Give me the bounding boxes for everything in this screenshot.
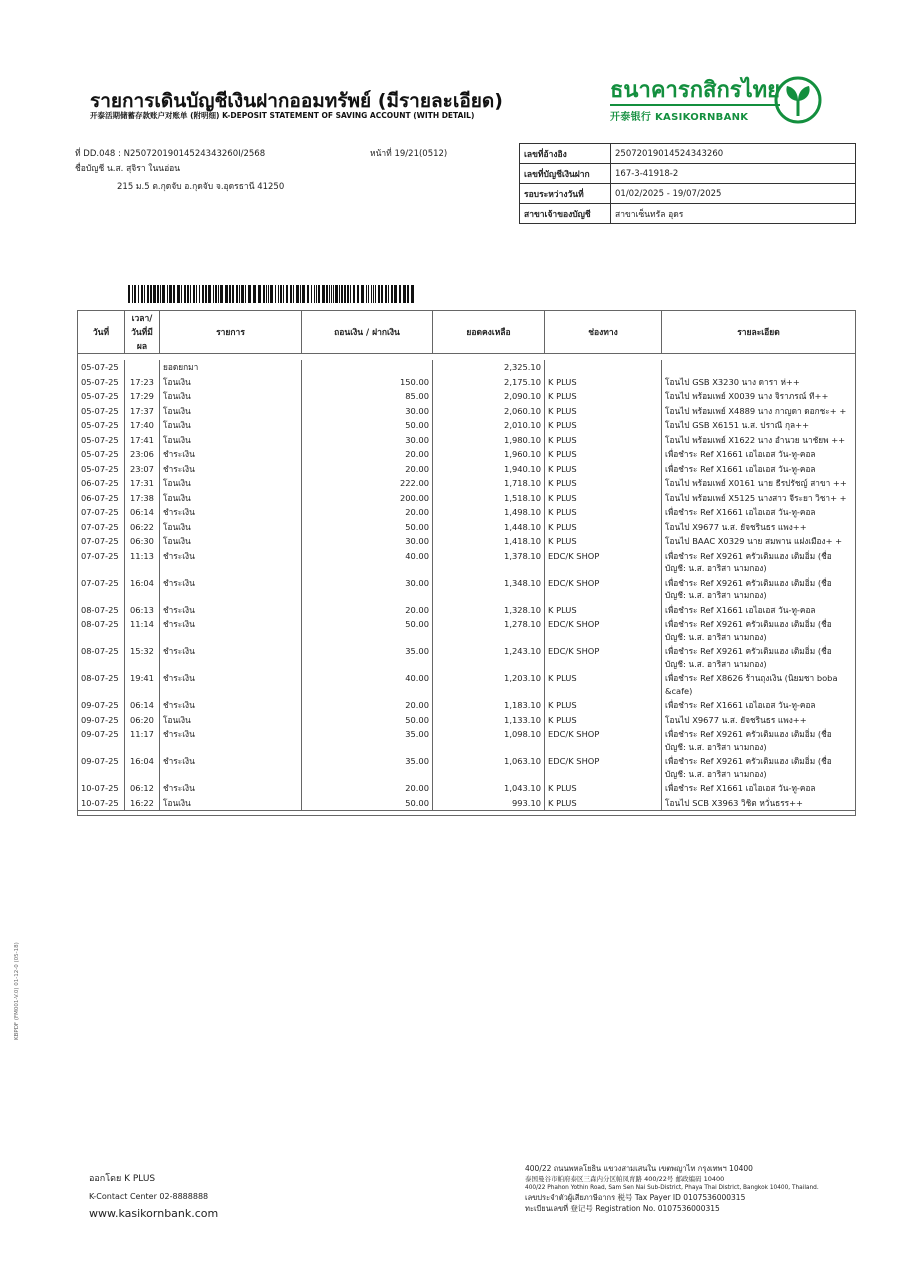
issued-by: ออกโดย K PLUS	[89, 1174, 156, 1184]
row-channel: K PLUS	[545, 476, 662, 491]
row-detail: โอนไป พร้อมเพย์ X0039 นาง จิราภรณ์ ที++	[662, 389, 856, 404]
row-description: โอนเงิน	[160, 520, 302, 535]
row-detail: โอนไป GSB X6151 น.ส. ปราณี กุล++	[662, 418, 856, 433]
row-time: 06:14	[125, 698, 160, 713]
row-detail: เพื่อชำระ Ref X9261 ครัวเติมแฮง เติมอิ่ม (ชื่อ บัญชี: น.ส. อาริสา นามกอง)	[662, 727, 856, 754]
row-detail: เพื่อชำระ Ref X1661 เอไอเอส วัน-ทู-คอล	[662, 603, 856, 618]
form-code: KBPDF (FM001-V.0) 01-12-0 (05-18)	[14, 942, 20, 1040]
table-row	[78, 576, 856, 603]
row-date: 05-07-25	[78, 447, 125, 462]
info-value: สาขาเซ็นทรัล อุดร	[611, 204, 856, 224]
row-channel: K PLUS	[545, 433, 662, 448]
row-date: 08-07-25	[78, 617, 125, 644]
row-detail: เพื่อชำระ Ref X1661 เอไอเอส วัน-ทู-คอล	[662, 698, 856, 713]
info-row	[520, 184, 856, 204]
col-header-balance: ยอดคงเหลือ	[433, 311, 545, 354]
row-time: 17:41	[125, 433, 160, 448]
row-description: โอนเงิน	[160, 713, 302, 728]
row-amount: 30.00	[302, 576, 433, 603]
address-line: 400/22 ถนนพหลโยธิน แขวงสามเสนใน เขตพญาไท กรุงเทพฯ 10400	[525, 1164, 753, 1173]
table-row	[78, 404, 856, 419]
row-amount: 20.00	[302, 698, 433, 713]
row-balance: 1,418.10	[433, 534, 545, 549]
row-balance: 1,278.10	[433, 617, 545, 644]
row-date: 05-07-25	[78, 433, 125, 448]
registration-number: ทะเบียนเลขที่ 登记号 Registration No. 0107536000315	[525, 1204, 720, 1213]
row-time: 23:06	[125, 447, 160, 462]
row-balance: 1,098.10	[433, 727, 545, 754]
table-row	[78, 491, 856, 506]
row-detail: เพื่อชำระ Ref X9261 ครัวเติมแฮง เติมอิ่ม (ชื่อ บัญชี: น.ส. อาริสา นามกอง)	[662, 644, 856, 671]
row-balance: 1,133.10	[433, 713, 545, 728]
row-detail: โอนไป พร้อมเพย์ X4889 นาง กาญดา ดอกชะ+ +	[662, 404, 856, 419]
address-line: 泰国曼谷市帕府泰区三森内分区帕凤育路 400/22号 邮政编码 10400	[525, 1175, 725, 1183]
row-amount: 50.00	[302, 520, 433, 535]
table-row	[78, 698, 856, 713]
table-row	[78, 754, 856, 781]
row-date: 07-07-25	[78, 534, 125, 549]
row-balance: 1,518.10	[433, 491, 545, 506]
row-date: 10-07-25	[78, 796, 125, 811]
row-channel: K PLUS	[545, 603, 662, 618]
row-date: 09-07-25	[78, 713, 125, 728]
row-date: 09-07-25	[78, 698, 125, 713]
row-time: 15:32	[125, 644, 160, 671]
account-info-table	[519, 143, 856, 224]
table-row	[78, 617, 856, 644]
row-time: 19:41	[125, 671, 160, 698]
row-channel: EDC/K SHOP	[545, 644, 662, 671]
col-header-date: วันที่	[78, 311, 125, 354]
row-time: 06:22	[125, 520, 160, 535]
row-description: ชำระเงิน	[160, 698, 302, 713]
row-channel: K PLUS	[545, 404, 662, 419]
row-date: 10-07-25	[78, 781, 125, 796]
row-time: 11:17	[125, 727, 160, 754]
info-value: 01/02/2025 - 19/07/2025	[611, 184, 856, 204]
row-channel: K PLUS	[545, 671, 662, 698]
row-detail: เพื่อชำระ Ref X8626 ร้านถุงเงิน (นิยมชา boba &cafe)	[662, 671, 856, 698]
row-balance: 993.10	[433, 796, 545, 811]
row-time: 16:04	[125, 576, 160, 603]
row-balance: 2,090.10	[433, 389, 545, 404]
row-time: 16:04	[125, 754, 160, 781]
row-channel: K PLUS	[545, 520, 662, 535]
row-amount: 20.00	[302, 447, 433, 462]
row-detail: โอนไป X9677 น.ส. ยัจชรินธร แพง++	[662, 520, 856, 535]
row-description: โอนเงิน	[160, 404, 302, 419]
row-description: โอนเงิน	[160, 418, 302, 433]
row-balance: 1,043.10	[433, 781, 545, 796]
table-row	[78, 505, 856, 520]
row-date: 09-07-25	[78, 727, 125, 754]
row-amount: 50.00	[302, 713, 433, 728]
info-row	[520, 164, 856, 184]
row-time: 17:38	[125, 491, 160, 506]
barcode	[128, 285, 418, 303]
row-description: โอนเงิน	[160, 534, 302, 549]
row-description: ชำระเงิน	[160, 462, 302, 477]
row-amount: 35.00	[302, 754, 433, 781]
info-label: เลขที่อ้างอิง	[520, 144, 611, 164]
table-row	[78, 727, 856, 754]
row-balance: 1,348.10	[433, 576, 545, 603]
row-description: ชำระเงิน	[160, 549, 302, 576]
row-description: โอนเงิน	[160, 476, 302, 491]
row-time: 06:20	[125, 713, 160, 728]
info-value: 250720190145243432​60	[611, 144, 856, 164]
col-header-channel: ช่องทาง	[545, 311, 662, 354]
row-channel: K PLUS	[545, 389, 662, 404]
row-detail: เพื่อชำระ Ref X1661 เอไอเอส วัน-ทู-คอล	[662, 505, 856, 520]
row-description: ชำระเงิน	[160, 576, 302, 603]
page-subtitle: 开泰活期储蓄存款账户对账单 (附明细) K-DEPOSIT STATEMENT OF SAVING ACCOUNT (WITH DETAIL)	[90, 111, 475, 120]
row-time: 17:31	[125, 476, 160, 491]
row-channel: K PLUS	[545, 796, 662, 811]
row-date: 06-07-25	[78, 491, 125, 506]
row-date: 05-07-25	[78, 462, 125, 477]
row-description: ยอดยกมา	[160, 360, 302, 375]
row-balance: 1,243.10	[433, 644, 545, 671]
contact-center: K-Contact Center 02-8888888	[89, 1192, 209, 1201]
row-channel: K PLUS	[545, 447, 662, 462]
row-date: 05-07-25	[78, 389, 125, 404]
row-balance: 1,063.10	[433, 754, 545, 781]
row-amount: 30.00	[302, 404, 433, 419]
row-channel: EDC/K SHOP	[545, 576, 662, 603]
info-label: รอบระหว่างวันที่	[520, 184, 611, 204]
row-description: โอนเงิน	[160, 491, 302, 506]
row-balance: 2,175.10	[433, 375, 545, 390]
row-balance: 1,203.10	[433, 671, 545, 698]
row-description: ชำระเงิน	[160, 727, 302, 754]
row-time: 17:37	[125, 404, 160, 419]
account-address: 215 ม.5 ต.กุดจับ อ.กุดจับ จ.อุดรธานี 41250	[117, 182, 285, 192]
info-label: สาขาเจ้าของบัญชี	[520, 204, 611, 224]
row-amount	[302, 360, 433, 375]
col-header-time: เวลา/ วันที่มีผล	[125, 311, 160, 354]
row-detail	[662, 360, 856, 375]
row-description: ชำระเงิน	[160, 644, 302, 671]
row-amount: 150.00	[302, 375, 433, 390]
row-date: 05-07-25	[78, 375, 125, 390]
row-description: ชำระเงิน	[160, 781, 302, 796]
row-amount: 222.00	[302, 476, 433, 491]
row-channel: K PLUS	[545, 462, 662, 477]
row-channel: EDC/K SHOP	[545, 727, 662, 754]
col-header-description: รายการ	[160, 311, 302, 354]
row-balance: 2,010.10	[433, 418, 545, 433]
row-detail: เพื่อชำระ Ref X9261 ครัวเติมแฮง เติมอิ่ม (ชื่อ บัญชี: น.ส. อาริสา นามกอง)	[662, 617, 856, 644]
row-time: 16:22	[125, 796, 160, 811]
row-channel: K PLUS	[545, 491, 662, 506]
row-detail: เพื่อชำระ Ref X1661 เอไอเอส วัน-ทู-คอล	[662, 781, 856, 796]
col-header-amount: ถอนเงิน / ฝากเงิน	[302, 311, 433, 354]
table-row	[78, 418, 856, 433]
info-value: 167-3-41918-2	[611, 164, 856, 184]
table-row	[78, 534, 856, 549]
row-date: 08-07-25	[78, 644, 125, 671]
row-time: 06:12	[125, 781, 160, 796]
row-description: ชำระเงิน	[160, 754, 302, 781]
row-detail: เพื่อชำระ Ref X9261 ครัวเติมแฮง เติมอิ่ม (ชื่อ บัญชี: น.ส. อาริสา นามกอง)	[662, 576, 856, 603]
row-date: 05-07-25	[78, 404, 125, 419]
table-row	[78, 671, 856, 698]
row-date: 07-07-25	[78, 576, 125, 603]
row-time: 17:40	[125, 418, 160, 433]
row-balance: 1,448.10	[433, 520, 545, 535]
row-amount: 35.00	[302, 644, 433, 671]
row-time: 17:23	[125, 375, 160, 390]
row-description: โอนเงิน	[160, 375, 302, 390]
row-balance: 1,960.10	[433, 447, 545, 462]
address-line: 400/22 Phahon Yothin Road, Sam Sen Nai Sub-District, Phaya Thai District, Bangkok 10400, Thailand.	[525, 1185, 819, 1191]
row-time: 06:13	[125, 603, 160, 618]
row-balance: 2,325.10	[433, 360, 545, 375]
table-row	[78, 389, 856, 404]
row-channel: K PLUS	[545, 698, 662, 713]
table-header-row	[78, 311, 856, 354]
table-row	[78, 433, 856, 448]
info-label: เลขที่บัญชีเงินฝาก	[520, 164, 611, 184]
row-description: โอนเงิน	[160, 389, 302, 404]
table-row	[78, 462, 856, 477]
row-balance: 1,718.10	[433, 476, 545, 491]
row-balance: 1,940.10	[433, 462, 545, 477]
row-detail: เพื่อชำระ Ref X9261 ครัวเติมแฮง เติมอิ่ม (ชื่อ บัญชี: น.ส. อาริสา นามกอง)	[662, 754, 856, 781]
table-row	[78, 603, 856, 618]
row-time: 17:29	[125, 389, 160, 404]
kbank-logo-icon	[774, 76, 822, 124]
row-date: 07-07-25	[78, 549, 125, 576]
row-description: ชำระเงิน	[160, 617, 302, 644]
row-balance: 1,980.10	[433, 433, 545, 448]
row-channel: EDC/K SHOP	[545, 617, 662, 644]
row-description: ชำระเงิน	[160, 671, 302, 698]
row-detail: โอนไป พร้อมเพย์ X1622 นาง อำนวย นาชัยพ ++	[662, 433, 856, 448]
row-channel	[545, 360, 662, 375]
document-number: ที่ DD.048 : N2507201901452434326​0I/2568	[75, 149, 266, 159]
row-time	[125, 360, 160, 375]
row-detail: โอนไป GSB X3230 นาง ดารา ห่++	[662, 375, 856, 390]
row-date: 08-07-25	[78, 671, 125, 698]
row-time: 06:14	[125, 505, 160, 520]
row-channel: EDC/K SHOP	[545, 549, 662, 576]
row-detail: เพื่อชำระ Ref X1661 เอไอเอส วัน-ทู-คอล	[662, 462, 856, 477]
row-channel: K PLUS	[545, 375, 662, 390]
row-detail: โอนไป พร้อมเพย์ X0161 นาย ธีรปรัชญ์ สาขา ++	[662, 476, 856, 491]
row-description: โอนเงิน	[160, 796, 302, 811]
row-amount: 35.00	[302, 727, 433, 754]
info-row	[520, 144, 856, 164]
row-amount: 50.00	[302, 617, 433, 644]
row-detail: เพื่อชำระ Ref X9261 ครัวเติมแฮง เติมอิ่ม (ชื่อ บัญชี: น.ส. อาริสา นามกอง)	[662, 549, 856, 576]
table-row	[78, 375, 856, 390]
row-detail: โอนไป พร้อมเพย์ X5125 นางสาว จีระยา วิชา+ +	[662, 491, 856, 506]
row-description: ชำระเงิน	[160, 603, 302, 618]
row-channel: K PLUS	[545, 505, 662, 520]
row-balance: 1,328.10	[433, 603, 545, 618]
row-date: 05-07-25	[78, 360, 125, 375]
row-date: 09-07-25	[78, 754, 125, 781]
row-amount: 30.00	[302, 433, 433, 448]
row-description: ชำระเงิน	[160, 447, 302, 462]
row-balance: 2,060.10	[433, 404, 545, 419]
website-link[interactable]: www.kasikornbank.com	[89, 1207, 219, 1220]
table-row	[78, 549, 856, 576]
col-header-detail: รายละเอียด	[662, 311, 856, 354]
row-time: 06:30	[125, 534, 160, 549]
row-date: 06-07-25	[78, 476, 125, 491]
bank-logo-text-th: ธนาคารกสิกรไทย	[610, 78, 780, 106]
bank-logo-text-en: 开泰银行 KASIKORNBANK	[610, 112, 749, 123]
row-description: ชำระเงิน	[160, 505, 302, 520]
row-detail: โอนไป X9677 น.ส. ยัจชรินธร แพง++	[662, 713, 856, 728]
row-detail: เพื่อชำระ Ref X1661 เอไอเอส วัน-ทู-คอล	[662, 447, 856, 462]
row-balance: 1,378.10	[433, 549, 545, 576]
row-amount: 20.00	[302, 505, 433, 520]
row-channel: K PLUS	[545, 418, 662, 433]
row-amount: 30.00	[302, 534, 433, 549]
row-amount: 200.00	[302, 491, 433, 506]
row-detail: โอนไป BAAC X0329 นาย สมพาน แฝงเมือง+ +	[662, 534, 856, 549]
row-date: 07-07-25	[78, 505, 125, 520]
row-amount: 20.00	[302, 781, 433, 796]
table-row	[78, 713, 856, 728]
row-time: 23:07	[125, 462, 160, 477]
row-amount: 40.00	[302, 549, 433, 576]
row-amount: 20.00	[302, 462, 433, 477]
row-date: 08-07-25	[78, 603, 125, 618]
row-amount: 40.00	[302, 671, 433, 698]
page-number: หน้าที่ 19/21(0512)	[370, 149, 448, 159]
tax-id: เลขประจำตัวผู้เสียภาษีอากร 税号 Tax Payer ID 0107536000315	[525, 1193, 746, 1202]
table-row	[78, 796, 856, 811]
row-amount: 20.00	[302, 603, 433, 618]
table-row	[78, 447, 856, 462]
row-time: 11:14	[125, 617, 160, 644]
row-time: 11:13	[125, 549, 160, 576]
row-channel: K PLUS	[545, 713, 662, 728]
table-row	[78, 360, 856, 375]
row-date: 07-07-25	[78, 520, 125, 535]
transactions-table	[77, 310, 856, 816]
table-row	[78, 644, 856, 671]
row-date: 05-07-25	[78, 418, 125, 433]
row-channel: EDC/K SHOP	[545, 754, 662, 781]
page-title: รายการเดินบัญชีเงินฝากออมทรัพย์ (มีรายละเอียด)	[90, 90, 503, 112]
account-name: ชื่อบัญชี น.ส. สุจิรา ในนอ่อน	[75, 164, 181, 174]
table-row	[78, 476, 856, 491]
row-balance: 1,183.10	[433, 698, 545, 713]
row-channel: K PLUS	[545, 781, 662, 796]
info-row	[520, 204, 856, 224]
table-row	[78, 781, 856, 796]
row-channel: K PLUS	[545, 534, 662, 549]
row-amount: 50.00	[302, 796, 433, 811]
row-detail: โอนไป SCB X3963 วิชิต หวั่นธรร++	[662, 796, 856, 811]
row-amount: 85.00	[302, 389, 433, 404]
table-row	[78, 520, 856, 535]
row-amount: 50.00	[302, 418, 433, 433]
row-description: โอนเงิน	[160, 433, 302, 448]
row-balance: 1,498.10	[433, 505, 545, 520]
